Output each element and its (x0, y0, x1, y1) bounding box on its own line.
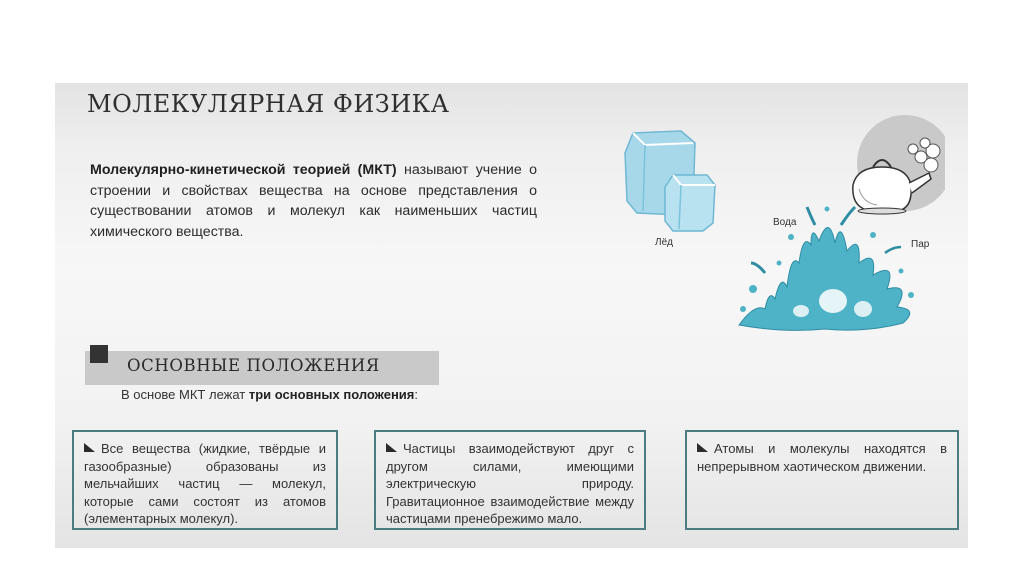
section-subtitle (121, 387, 418, 402)
subtitle-text: В основе МКТ лежат (121, 387, 249, 402)
principle-text-1: Все вещества (жидкие, твёрдые и газообразные) образованы из мельчайших частиц — молекул, которые сами состоят из атомов (элементарных молекул). (84, 441, 326, 526)
principle-card-2 (374, 430, 646, 530)
principle-card-1 (72, 430, 338, 530)
steam-label: Пар (911, 239, 930, 250)
subtitle-bold: три основных положения (248, 387, 415, 402)
triangle-bullet-icon (386, 443, 397, 452)
section-title: ОСНОВНЫЕ ПОЛОЖЕНИЯ (127, 356, 380, 375)
textbook-slide (55, 83, 968, 548)
water-splash-icon (739, 207, 914, 331)
principle-text-2: Частицы взаимодействуют друг с другом силами, имеющими электрическую природу. Гравитационное взаимодействие между частицами пренебрежимо мало. (386, 441, 634, 526)
triangle-bullet-icon (697, 443, 708, 452)
principle-card-3 (685, 430, 959, 530)
states-of-water-illustration (615, 113, 945, 333)
ice-cubes-icon (625, 131, 715, 231)
principle-text-3: Атомы и молекулы находятся в непрерывном хаотическом движении. (697, 441, 947, 474)
intro-text: называют учение о строении и свойствах вещества на основе представления о существовании атомов и молекул как наименьших частиц химического вещества. (90, 162, 537, 240)
intro-paragraph (90, 160, 537, 242)
page-title: МОЛЕКУЛЯРНАЯ ФИЗИКА (87, 90, 450, 118)
intro-term: Молекулярно-кинетической теорией (МКТ) (90, 162, 397, 178)
subtitle-colon: : (414, 387, 419, 402)
ice-label: Лёд (655, 237, 673, 248)
triangle-bullet-icon (84, 443, 95, 452)
water-label: Вода (773, 217, 797, 228)
section-marker-icon (90, 345, 108, 363)
